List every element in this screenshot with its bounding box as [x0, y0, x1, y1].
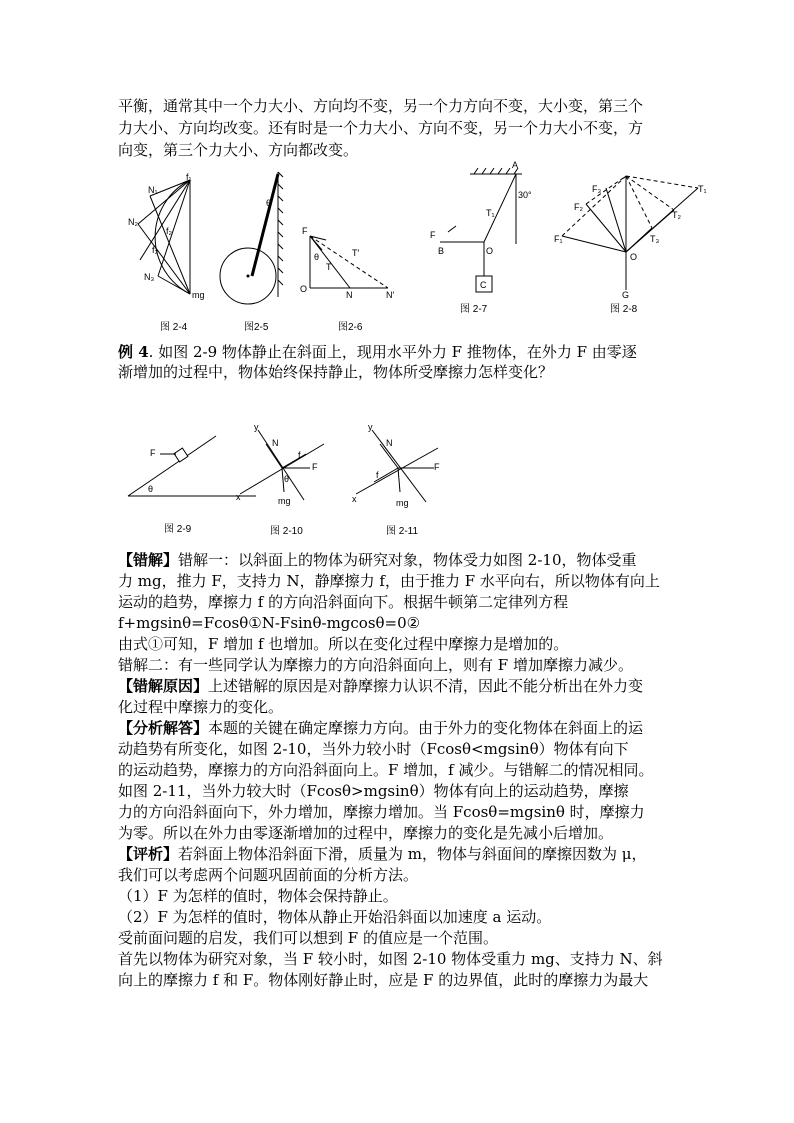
fig-2-11-label-f: F: [434, 462, 440, 472]
fig-2-6-label-n: N: [346, 290, 353, 300]
fig-2-6-label-t: T: [326, 262, 332, 272]
body-line-9: [118, 718, 643, 738]
body-text-18: （2）F 为怎样的值时，物体从静止开始沿斜面以加速度 a 运动。: [118, 908, 552, 926]
fig-2-8-caption: 图 2-8: [610, 304, 638, 315]
fig-2-8-label-t2: T₂: [672, 210, 681, 220]
figure-2-6: [296, 222, 406, 337]
example-4-prefix: 例 4: [118, 343, 149, 361]
body-line-16: [118, 865, 418, 885]
body-line-1: [118, 550, 637, 570]
example-4-text-1: . 如图 2-9 物体静止在斜面上，现用水平外力 F 推物体，在外力 F 由零逐: [148, 343, 637, 361]
fig-2-8-label-f2: F₂: [574, 202, 583, 212]
body-text-1: 错解一：以斜面上的物体为研究对象，物体受力如图 2-10，物体受重: [178, 551, 637, 569]
fig-2-5-caption: 图2-5: [244, 322, 269, 333]
fig-2-8-label-t1: T₁: [698, 184, 707, 194]
body-text-16: 我们可以考虑两个问题巩固前面的分析方法。: [118, 866, 419, 884]
fig-2-6-label-n-prime: N′: [386, 290, 395, 300]
body-text-3: 运动的趋势，摩擦力 f 的方向沿斜面向下。根据牛顿第二定律列方程: [118, 593, 569, 611]
body-text-13: 力的方向沿斜面向下，外力增加，摩擦力增加。当 Fcosθ=mgsinθ 时，摩擦力: [118, 803, 645, 821]
example-4-line-1: [118, 342, 637, 362]
fig-2-11-label-x: x: [352, 494, 357, 504]
fig-2-10-label-theta: θ: [284, 474, 290, 484]
body-line-2: [118, 571, 660, 591]
fig-2-11-label-f-small: f: [376, 470, 379, 480]
body-line-7: [118, 676, 643, 696]
body-line-21: [118, 970, 648, 990]
body-text-19: 受前面问题的启发，我们可以想到 F 的值应是一个范围。: [118, 929, 498, 947]
body-text-7: 上述错解的原因是对静摩擦力认识不清，因此不能分析出在外力变: [208, 677, 644, 695]
body-tag-1: 【错解】: [118, 551, 179, 569]
body-text-10: 动趋势有所变化，如图 2-10，当外力较小时（Fcosθ<mgsinθ）物体有向下: [118, 740, 629, 758]
fig-2-8-label-t3: T₃: [650, 234, 660, 244]
body-line-11: [118, 760, 654, 780]
intro-line-3: 向变，第三个力大小、方向都改变。: [118, 141, 359, 159]
fig-2-7-label-b: B: [438, 246, 445, 256]
body-text-6: 错解二：有一些同学认为摩擦力的方向沿斜面向上，则有 F 增加摩擦力减少。: [118, 656, 633, 674]
body-line-18: [118, 907, 551, 927]
fig-2-6-caption: 图2-6: [338, 322, 363, 333]
body-line-6: [118, 655, 633, 675]
body-text-4: f+mgsinθ=Fcosθ①N-Fsinθ-mgcosθ=0②: [118, 614, 421, 632]
body-line-14: [118, 823, 613, 843]
fig-2-6-label-theta: θ: [314, 252, 320, 262]
body-text-5: 由式①可知，F 增加 f 也增加。所以在变化过程中摩擦力是增加的。: [118, 635, 569, 653]
body-tag-9: 【分析解答】: [118, 719, 209, 737]
body-tag-15: 【评析】: [118, 845, 179, 863]
body-text-11: 的运动趋势，摩擦力的方向沿斜面向上。F 增加，f 减少。与错解二的情况相同。: [118, 761, 654, 779]
fig-2-11-label-mg: mg: [396, 498, 409, 508]
figure-2-10: [232, 422, 332, 540]
fig-2-8-label-f3: F₃: [592, 184, 602, 194]
fig-2-6-label-o: O: [300, 284, 308, 294]
fig-2-11-caption: 图 2-11: [386, 526, 419, 537]
body-text-8: 化过程中摩擦力的变化。: [118, 698, 284, 716]
body-text-12: 如图 2-11，当外力较大时（Fcosθ>mgsinθ）物体有向上的运动趋势，摩擦: [118, 782, 629, 800]
intro-line-2: 力大小、方向均改变。还有时是一个力大小、方向不变，另一个力大小不变，方: [118, 119, 644, 137]
fig-2-4-label-n1: N₁: [148, 185, 158, 195]
fig-2-5-label-theta: θ: [266, 198, 272, 208]
fig-2-7-caption: 图 2-7: [460, 304, 488, 315]
body-text-9: 本题的关键在确定摩擦力方向。由于外力的变化物体在斜面上的运: [208, 719, 644, 737]
body-line-13: [118, 802, 645, 822]
fig-2-9-label-theta: θ: [148, 484, 154, 494]
body-line-5: [118, 634, 568, 654]
fig-2-7-label-f: F: [430, 230, 436, 240]
fig-2-11-label-y: y: [368, 422, 373, 432]
fig-2-4-label-n3: N₃: [144, 272, 155, 282]
body-line-12: [118, 781, 629, 801]
fig-2-4-label-f3: f₃: [152, 245, 159, 255]
fig-2-10-label-mg: mg: [278, 496, 291, 506]
fig-2-10-label-x: x: [236, 492, 241, 502]
figure-2-7: [426, 158, 531, 318]
figure-2-11: [350, 422, 446, 540]
body-text-15: 若斜面上物体沿斜面下滑，质量为 m，物体与斜面间的摩擦因数为 μ，: [178, 845, 647, 863]
fig-2-8-label-g: G: [622, 290, 630, 300]
body-line-19: [118, 928, 498, 948]
example-4-line-2: 渐增加的过程中，物体始终保持静止，物体所受摩擦力怎样变化？: [118, 363, 554, 381]
fig-2-8-label-o: O: [630, 252, 638, 262]
figure-2-8: [552, 166, 712, 316]
fig-2-6-label-f: F: [302, 226, 308, 236]
fig-2-4-label-f2: f₂: [166, 226, 172, 236]
figure-2-5: [212, 172, 294, 337]
fig-2-11-label-n: N: [386, 438, 393, 448]
fig-2-10-label-y: y: [254, 422, 259, 432]
fig-2-4-caption: 图 2-4: [160, 322, 188, 333]
body-text-14: 为零。所以在外力由零逐渐增加的过程中，摩擦力的变化是先减小后增加。: [118, 824, 614, 842]
fig-2-4-label-f1: f₁: [186, 172, 192, 182]
figure-2-4: [128, 168, 218, 338]
intro-line-1: 平衡，通常其中一个力大小、方向均不变，另一个力方向不变，大小变，第三个: [118, 97, 644, 115]
fig-2-4-label-n2: N₂: [128, 217, 138, 227]
body-line-8: [118, 697, 283, 717]
body-line-20: [118, 949, 663, 969]
body-text-2: 力 mg，推力 F，支持力 N，静摩擦力 f，由于推力 F 水平向右，所以物体有向上: [118, 572, 660, 590]
fig-2-9-caption: 图 2-9: [164, 524, 192, 535]
fig-2-10-label-n: N: [272, 438, 279, 448]
fig-2-7-label-angle: 30°: [518, 190, 532, 200]
body-line-17: [118, 886, 398, 906]
fig-2-10-label-f-small: f: [298, 450, 301, 460]
body-line-3: [118, 592, 568, 612]
body-text-17: （1）F 为怎样的值时，物体会保持静止。: [118, 887, 398, 905]
body-text-21: 向上的摩擦力 f 和 F。物体刚好静止时，应是 F 的边界值，此时的摩擦力为最大: [118, 971, 649, 989]
fig-2-8-label-f1: F₁: [554, 234, 563, 244]
fig-2-7-label-t1: T₁: [486, 208, 495, 218]
fig-2-10-label-f: F: [312, 462, 318, 472]
body-line-15: [118, 844, 647, 864]
fig-2-7-label-a: A: [512, 160, 519, 170]
body-text-20: 首先以物体为研究对象，当 F 较小时，如图 2-10 物体受重力 mg、支持力 N、斜: [118, 950, 663, 968]
fig-2-10-caption: 图 2-10: [270, 526, 303, 537]
fig-2-7-label-c: C: [480, 280, 487, 290]
fig-2-6-label-t-prime: T′: [352, 248, 360, 258]
body-line-4: [118, 613, 420, 633]
body-tag-7: 【错解原因】: [118, 677, 209, 695]
fig-2-9-label-f: F: [150, 448, 156, 458]
fig-2-4-label-mg: mg: [192, 290, 205, 300]
fig-2-7-label-o: O: [486, 246, 494, 256]
body-line-10: [118, 739, 629, 759]
